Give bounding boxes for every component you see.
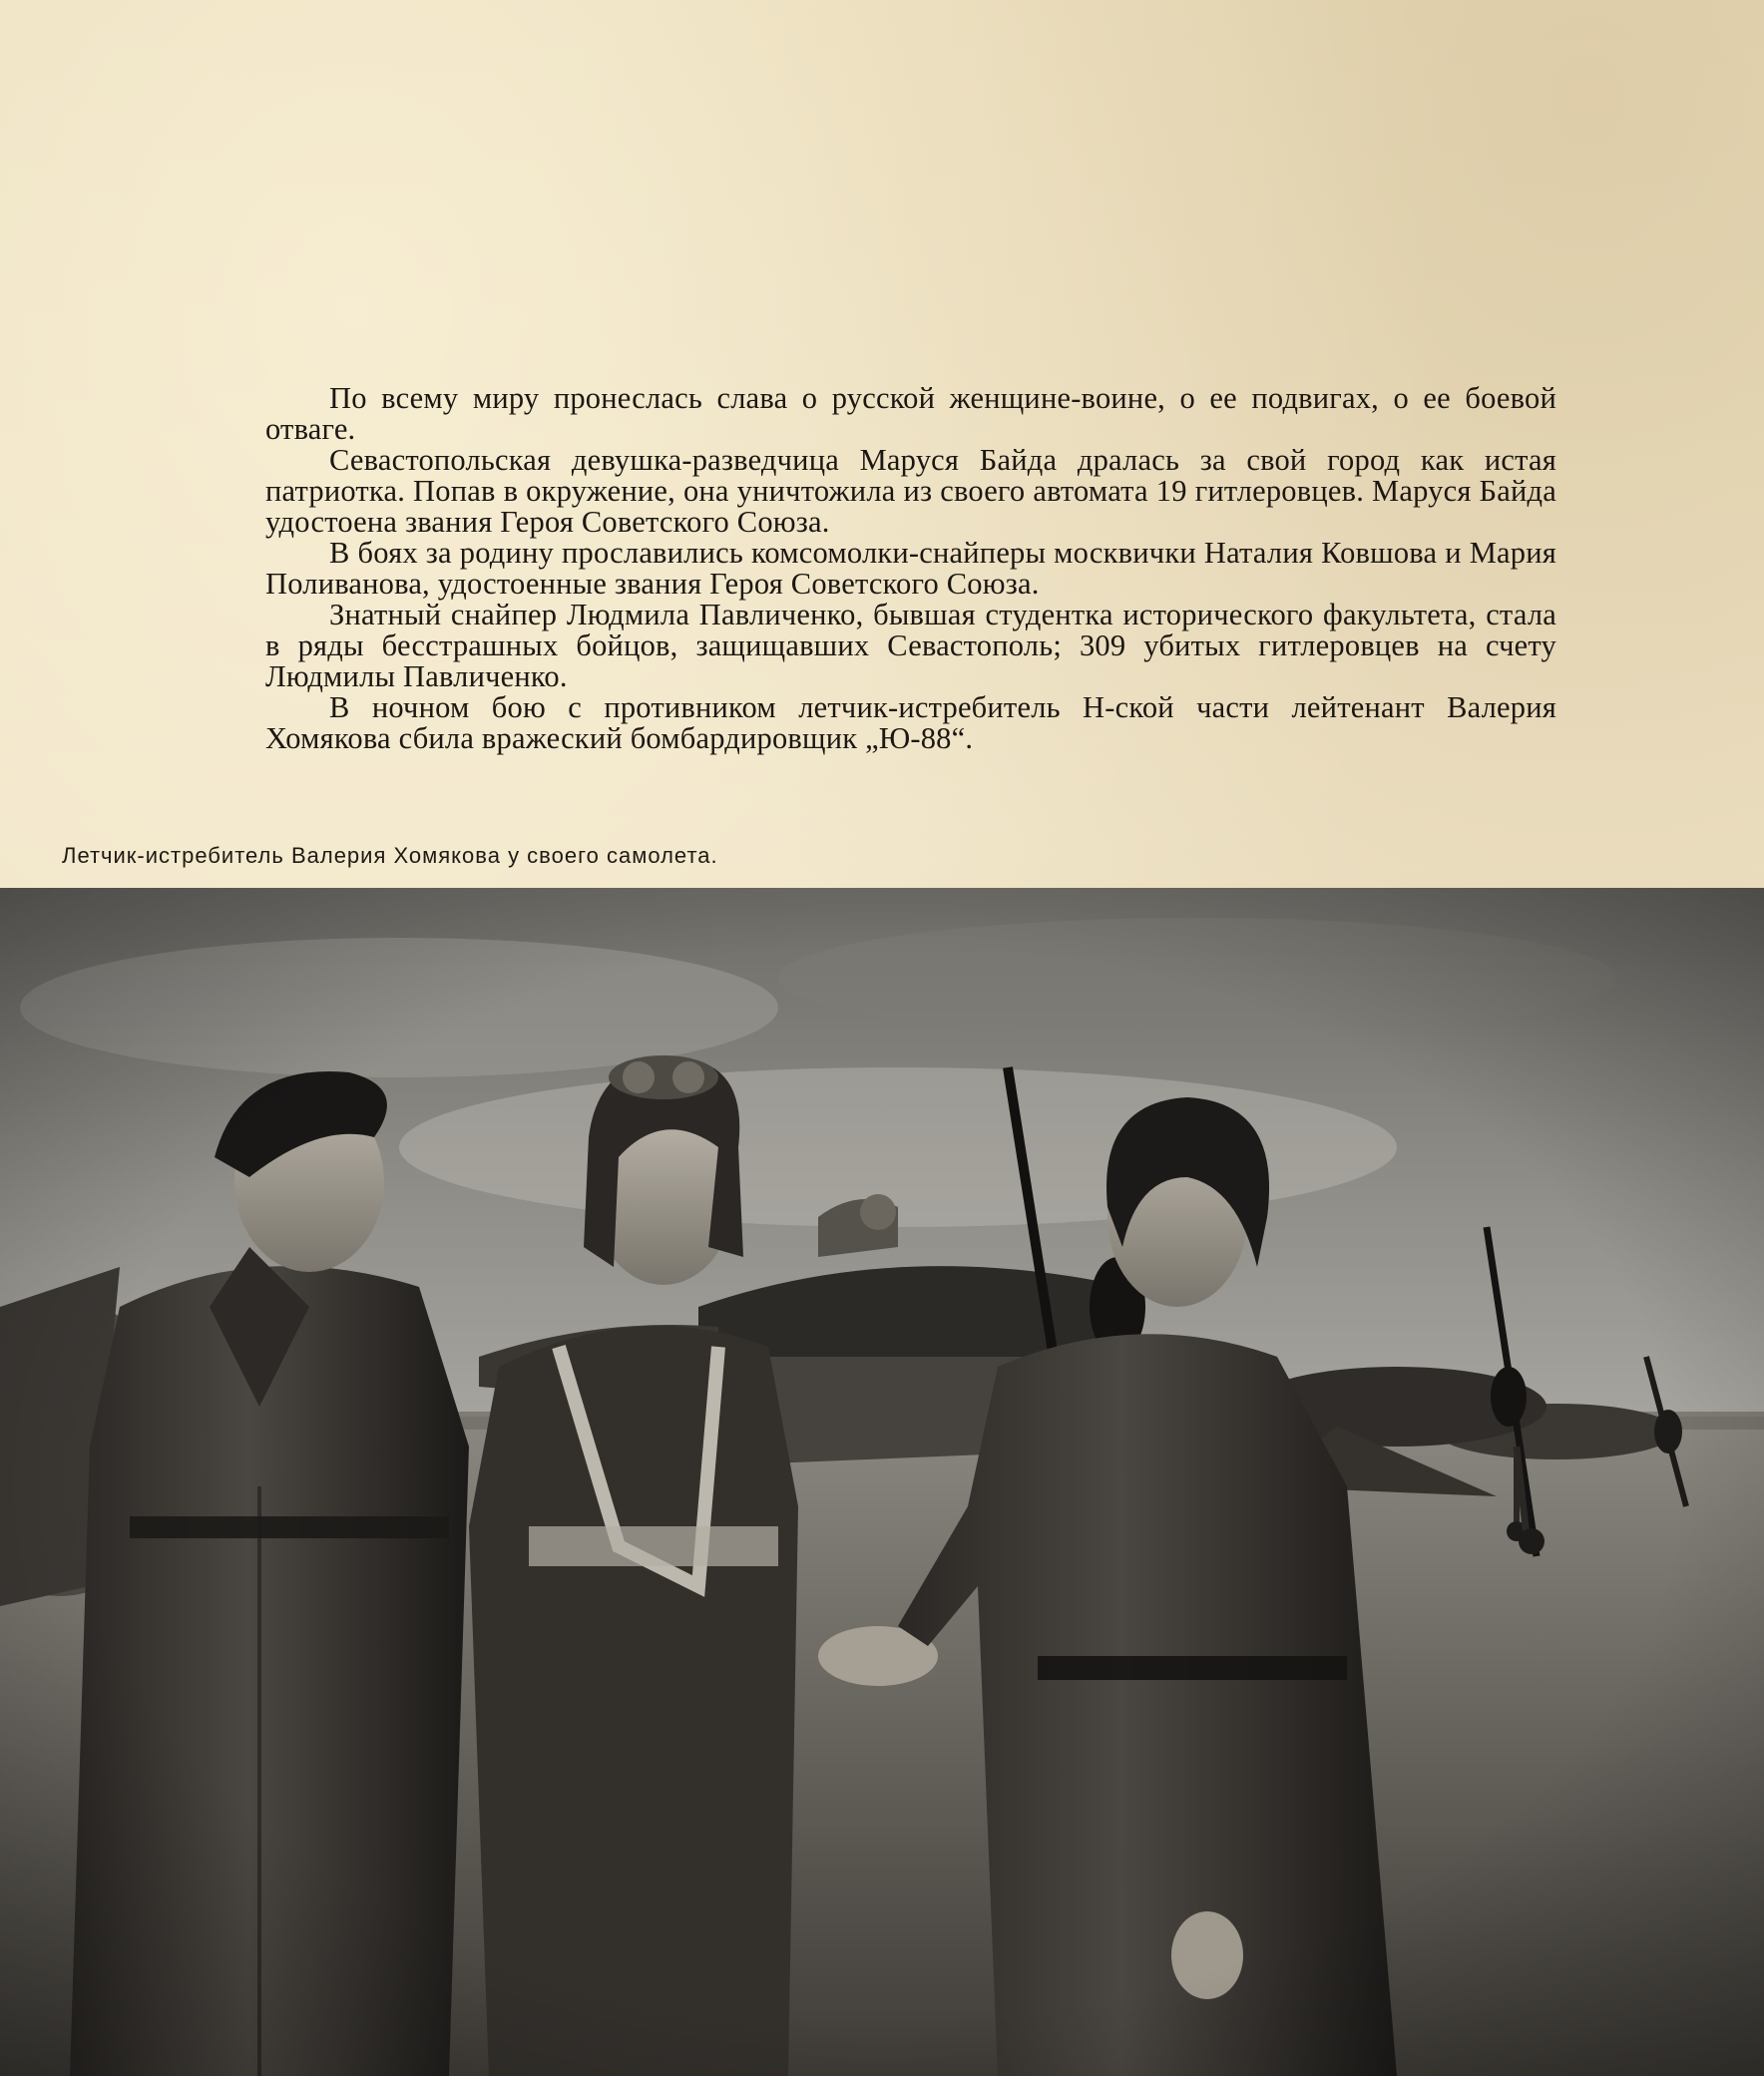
article-text xyxy=(265,383,1556,754)
paragraph-snipers-moscow: В боях за родину прославились комсомолки-снайперы москвички Наталия Ковшова и Мария Поливанова, удостоенные звания Героя Советского Союза. xyxy=(265,536,1556,601)
paragraph-pavlichenko: Знатный снайпер Людмила Павличенко, бывшая студентка исторического факультета, стала в ряды бесстрашных бойцов, защищавших Севастополь; 309 убитых гитлеровцев на счету Людмилы Павличенко. xyxy=(265,598,1556,693)
paragraph-khomyakova: В ночном бою с противником летчик-истребитель Н-ской части лейтенант Валерия Хомякова сбила вражеский бомбардировщик „Ю-88“. xyxy=(265,690,1556,755)
paragraph-world-fame: По всему миру пронеслась слава о русской женщине-воине, о ее подвигах, о ее боевой отваге. xyxy=(265,381,1556,446)
paragraph-marusya-baida: Севастопольская девушка-разведчица Маруся Байда дралась за свой город как истая патриотка. Попав в окружение, она уничтожила из своего автомата 19 гитлеровцев. Маруся Байда удостоена звания Героя Советского Союза. xyxy=(265,443,1556,539)
photo-pilots-at-airfield xyxy=(0,888,1764,2076)
photo-caption: Летчик-истребитель Валерия Хомякова у своего самолета. xyxy=(62,843,718,868)
